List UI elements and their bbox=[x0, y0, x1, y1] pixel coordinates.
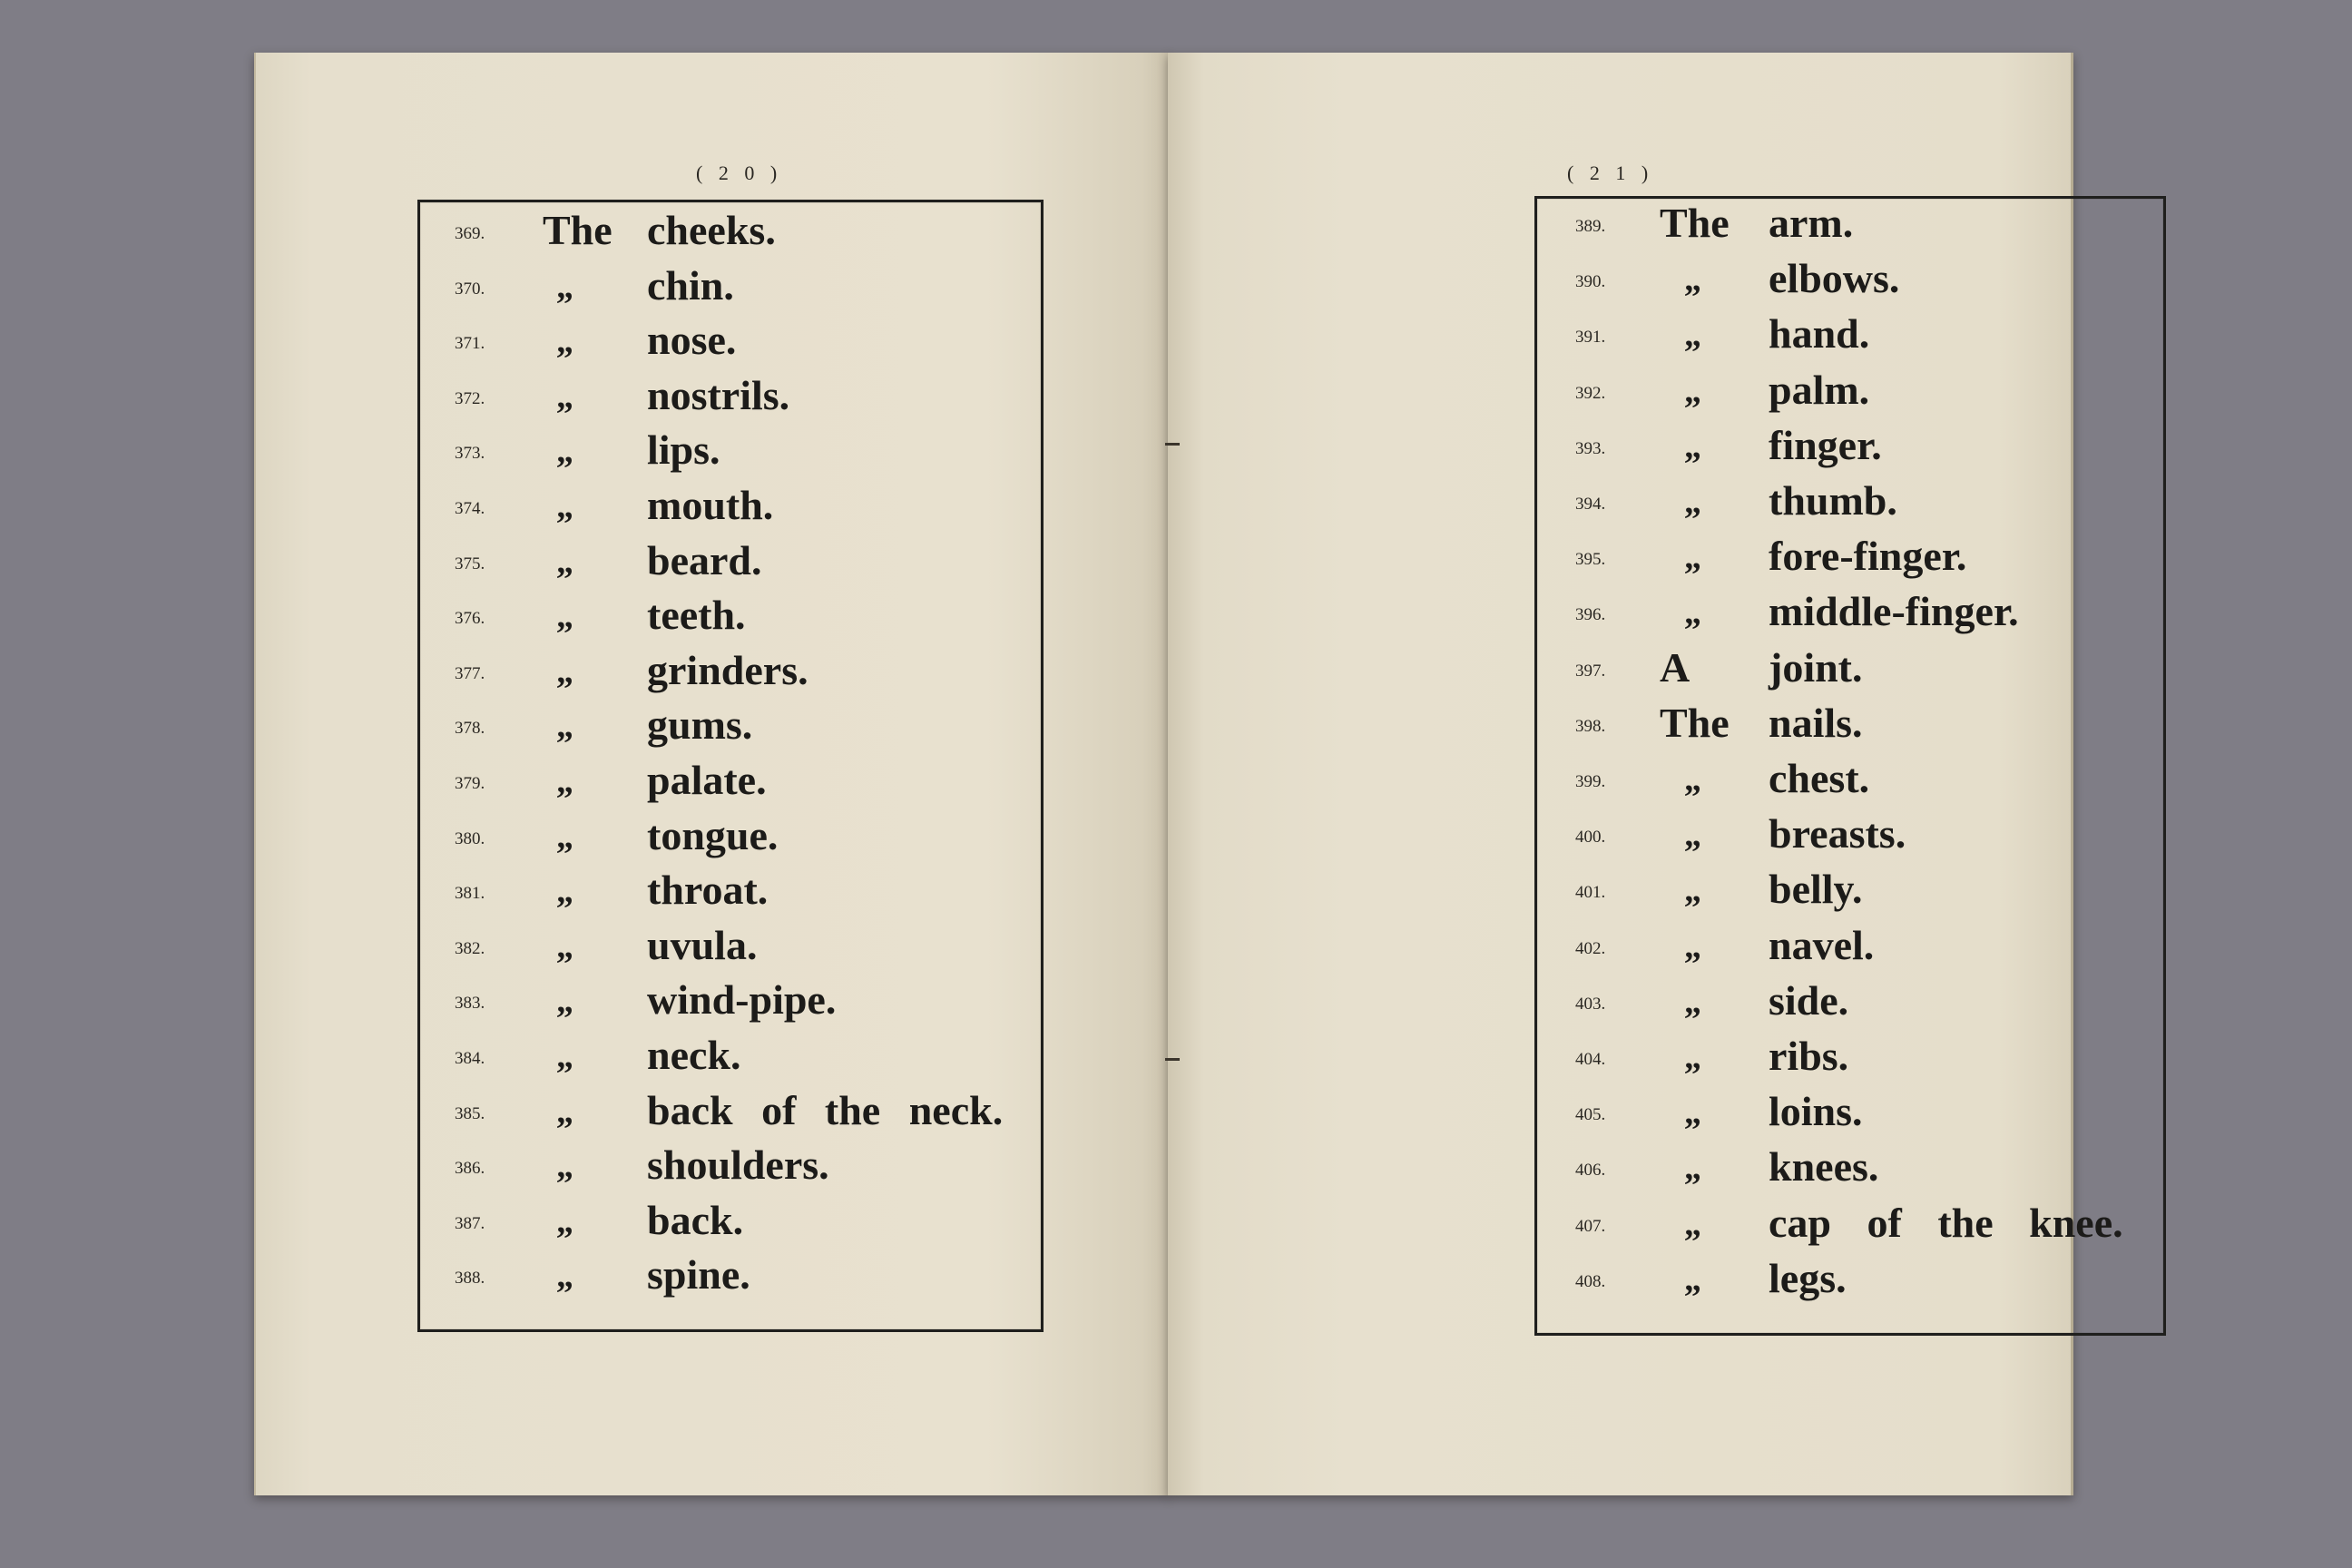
entry-word: cap of the knee. bbox=[1769, 1199, 2123, 1246]
entry-number: 388. bbox=[455, 1269, 485, 1289]
entry-number: 375. bbox=[455, 554, 485, 573]
entry-number: 382. bbox=[455, 938, 485, 958]
entry-number: 371. bbox=[455, 334, 485, 354]
open-book bbox=[254, 53, 2123, 1495]
ditto-mark: „ bbox=[556, 1147, 573, 1186]
vocabulary-entry bbox=[420, 972, 1041, 1026]
entry-word: fore-finger. bbox=[1769, 533, 1967, 580]
vocabulary-entry bbox=[420, 917, 1041, 972]
ditto-mark: „ bbox=[1684, 538, 1701, 577]
vocabulary-entry bbox=[1537, 640, 2163, 694]
entry-number: 401. bbox=[1575, 883, 1606, 903]
entry-article: The bbox=[1660, 699, 1730, 746]
vocabulary-entry bbox=[1537, 528, 2163, 583]
entry-number: 376. bbox=[455, 609, 485, 629]
ditto-mark: „ bbox=[556, 652, 573, 691]
vocabulary-entry bbox=[1537, 1139, 2163, 1193]
vocabulary-entry bbox=[420, 1247, 1041, 1301]
left-page bbox=[254, 53, 1170, 1495]
vocabulary-entry bbox=[420, 477, 1041, 532]
entry-number: 396. bbox=[1575, 605, 1606, 625]
vocabulary-entry bbox=[420, 533, 1041, 587]
entry-number: 395. bbox=[1575, 550, 1606, 570]
entry-word: knees. bbox=[1769, 1143, 1879, 1191]
ditto-mark: „ bbox=[556, 487, 573, 525]
vocabulary-entry bbox=[1537, 861, 2163, 916]
ditto-mark: „ bbox=[1684, 593, 1701, 632]
ditto-mark: „ bbox=[1684, 1204, 1701, 1243]
entry-word: joint. bbox=[1769, 643, 1863, 691]
entry-word: beard. bbox=[647, 536, 762, 583]
entry-article: A bbox=[1660, 643, 1690, 691]
entry-word: neck. bbox=[647, 1032, 741, 1078]
entry-number: 385. bbox=[455, 1103, 485, 1123]
entry-word: tongue. bbox=[647, 811, 779, 858]
entry-word: cheeks. bbox=[647, 207, 776, 253]
entry-word: grinders. bbox=[647, 646, 808, 693]
vocabulary-entry bbox=[1537, 750, 2163, 805]
ditto-mark: „ bbox=[556, 542, 573, 581]
ditto-mark: „ bbox=[1684, 260, 1701, 299]
vocabulary-entry bbox=[1537, 695, 2163, 750]
entry-number: 405. bbox=[1575, 1105, 1606, 1125]
vocabulary-entry bbox=[420, 368, 1041, 422]
entry-word: uvula. bbox=[647, 921, 758, 968]
entry-number: 372. bbox=[455, 388, 485, 408]
vocabulary-entry bbox=[420, 1192, 1041, 1247]
entry-word: throat. bbox=[647, 867, 769, 914]
vocabulary-entry bbox=[420, 642, 1041, 697]
entry-word: chest. bbox=[1769, 755, 1870, 801]
entry-word: navel. bbox=[1769, 921, 1875, 968]
vocabulary-entry bbox=[1537, 1250, 2163, 1305]
entry-number: 377. bbox=[455, 663, 485, 683]
entry-number: 389. bbox=[1575, 217, 1606, 236]
entry-number: 379. bbox=[455, 774, 485, 793]
vocabulary-entry bbox=[1537, 1083, 2163, 1138]
ditto-mark: „ bbox=[556, 1257, 573, 1296]
right-vocabulary-frame bbox=[1534, 196, 2166, 1336]
ditto-mark: „ bbox=[556, 872, 573, 911]
entry-word: breasts. bbox=[1769, 810, 1906, 858]
entry-word: mouth. bbox=[647, 482, 774, 528]
entry-word: nostrils. bbox=[647, 371, 790, 418]
entry-word: shoulders. bbox=[647, 1142, 829, 1189]
entry-number: 390. bbox=[1575, 272, 1606, 292]
entry-number: 380. bbox=[455, 828, 485, 848]
entry-number: 406. bbox=[1575, 1161, 1606, 1181]
entry-word: palate. bbox=[647, 757, 767, 803]
ditto-mark: „ bbox=[1684, 483, 1701, 521]
entry-word: elbows. bbox=[1769, 255, 1900, 302]
vocabulary-entry bbox=[1537, 1028, 2163, 1083]
entry-number: 373. bbox=[455, 444, 485, 464]
vocabulary-entry bbox=[1537, 250, 2163, 305]
entry-article: The bbox=[1660, 200, 1730, 246]
right-page-number: ( 2 1 ) bbox=[1567, 162, 1654, 184]
vocabulary-entry bbox=[1537, 1195, 2163, 1250]
ditto-mark: „ bbox=[556, 1092, 573, 1131]
entry-number: 397. bbox=[1575, 661, 1606, 681]
left-vocabulary-frame bbox=[417, 200, 1044, 1332]
entry-number: 387. bbox=[455, 1213, 485, 1233]
ditto-mark: „ bbox=[1684, 371, 1701, 410]
entry-number: 400. bbox=[1575, 828, 1606, 848]
vocabulary-entry bbox=[1537, 583, 2163, 638]
vocabulary-entry bbox=[1537, 417, 2163, 472]
entry-word: hand. bbox=[1769, 310, 1870, 358]
vocabulary-entry bbox=[1537, 917, 2163, 972]
vocabulary-entry bbox=[1537, 195, 2163, 250]
ditto-mark: „ bbox=[556, 1037, 573, 1075]
ditto-mark: „ bbox=[556, 1201, 573, 1240]
entry-number: 403. bbox=[1575, 994, 1606, 1014]
entry-number: 392. bbox=[1575, 383, 1606, 403]
vocabulary-entry bbox=[420, 258, 1041, 312]
entry-number: 408. bbox=[1575, 1271, 1606, 1291]
ditto-mark: „ bbox=[556, 432, 573, 471]
ditto-mark: „ bbox=[1684, 871, 1701, 910]
entry-word: nose. bbox=[647, 317, 737, 364]
entry-number: 383. bbox=[455, 994, 485, 1014]
entry-number: 391. bbox=[1575, 328, 1606, 348]
right-page bbox=[1168, 53, 2123, 1495]
vocabulary-entry bbox=[420, 1027, 1041, 1082]
entry-word: palm. bbox=[1769, 366, 1870, 413]
entry-word: thumb. bbox=[1769, 477, 1897, 524]
vocabulary-entry bbox=[1537, 306, 2163, 360]
left-page-number: ( 2 0 ) bbox=[696, 162, 783, 184]
entry-word: belly. bbox=[1769, 866, 1863, 913]
entry-number: 399. bbox=[1575, 772, 1606, 791]
vocabulary-entry bbox=[420, 312, 1041, 367]
entry-word: nails. bbox=[1769, 699, 1863, 746]
spine-stitch-mark bbox=[1165, 1058, 1180, 1061]
entry-number: 386. bbox=[455, 1159, 485, 1179]
entry-number: 394. bbox=[1575, 495, 1606, 514]
ditto-mark: „ bbox=[556, 817, 573, 856]
ditto-mark: „ bbox=[1684, 426, 1701, 466]
ditto-mark: „ bbox=[1684, 1038, 1701, 1076]
entry-number: 369. bbox=[455, 224, 485, 243]
vocabulary-entry bbox=[1537, 473, 2163, 527]
ditto-mark: „ bbox=[1684, 982, 1701, 1021]
entry-number: 381. bbox=[455, 884, 485, 904]
vocabulary-entry bbox=[420, 862, 1041, 916]
vocabulary-entry bbox=[420, 752, 1041, 807]
entry-word: legs. bbox=[1769, 1254, 1847, 1301]
entry-word: ribs. bbox=[1769, 1033, 1849, 1079]
ditto-mark: „ bbox=[1684, 1259, 1701, 1298]
vocabulary-entry bbox=[1537, 362, 2163, 416]
entry-number: 378. bbox=[455, 719, 485, 739]
ditto-mark: „ bbox=[556, 762, 573, 800]
ditto-mark: „ bbox=[556, 322, 573, 361]
entry-word: back of the neck. bbox=[647, 1086, 1004, 1133]
vocabulary-entry bbox=[420, 587, 1041, 642]
vocabulary-entry bbox=[1537, 806, 2163, 860]
ditto-mark: „ bbox=[1684, 816, 1701, 855]
ditto-mark: „ bbox=[556, 926, 573, 965]
entry-word: finger. bbox=[1769, 421, 1882, 468]
entry-word: side. bbox=[1769, 976, 1849, 1024]
entry-number: 384. bbox=[455, 1049, 485, 1068]
entry-number: 374. bbox=[455, 499, 485, 518]
entry-word: wind-pipe. bbox=[647, 976, 837, 1024]
vocabulary-entry bbox=[420, 1137, 1041, 1191]
vocabulary-entry bbox=[420, 422, 1041, 476]
spine-stitch-mark bbox=[1165, 443, 1180, 446]
vocabulary-entry bbox=[420, 697, 1041, 751]
ditto-mark: „ bbox=[556, 982, 573, 1021]
entry-article: The bbox=[543, 207, 612, 253]
entry-number: 398. bbox=[1575, 716, 1606, 736]
ditto-mark: „ bbox=[1684, 1093, 1701, 1132]
entry-number: 393. bbox=[1575, 438, 1606, 458]
entry-word: middle-finger. bbox=[1769, 588, 2019, 635]
entry-word: chin. bbox=[647, 261, 734, 309]
ditto-mark: „ bbox=[556, 707, 573, 746]
vocabulary-entry bbox=[420, 1083, 1041, 1137]
vocabulary-entry bbox=[420, 808, 1041, 862]
entry-word: teeth. bbox=[647, 592, 746, 639]
entry-number: 407. bbox=[1575, 1216, 1606, 1236]
entry-number: 370. bbox=[455, 279, 485, 299]
ditto-mark: „ bbox=[1684, 760, 1701, 799]
ditto-mark: „ bbox=[556, 597, 573, 636]
vocabulary-entry bbox=[420, 202, 1041, 257]
ditto-mark: „ bbox=[556, 377, 573, 416]
entry-word: back. bbox=[647, 1196, 744, 1243]
vocabulary-entry bbox=[1537, 973, 2163, 1027]
entry-number: 402. bbox=[1575, 938, 1606, 958]
entry-word: gums. bbox=[647, 701, 753, 749]
ditto-mark: „ bbox=[1684, 926, 1701, 965]
entry-word: lips. bbox=[647, 426, 720, 474]
entry-number: 404. bbox=[1575, 1050, 1606, 1069]
entry-word: loins. bbox=[1769, 1088, 1863, 1135]
entry-word: spine. bbox=[647, 1251, 750, 1298]
ditto-mark: „ bbox=[556, 267, 573, 306]
ditto-mark: „ bbox=[1684, 1149, 1701, 1188]
ditto-mark: „ bbox=[1684, 316, 1701, 355]
entry-word: arm. bbox=[1769, 200, 1854, 246]
